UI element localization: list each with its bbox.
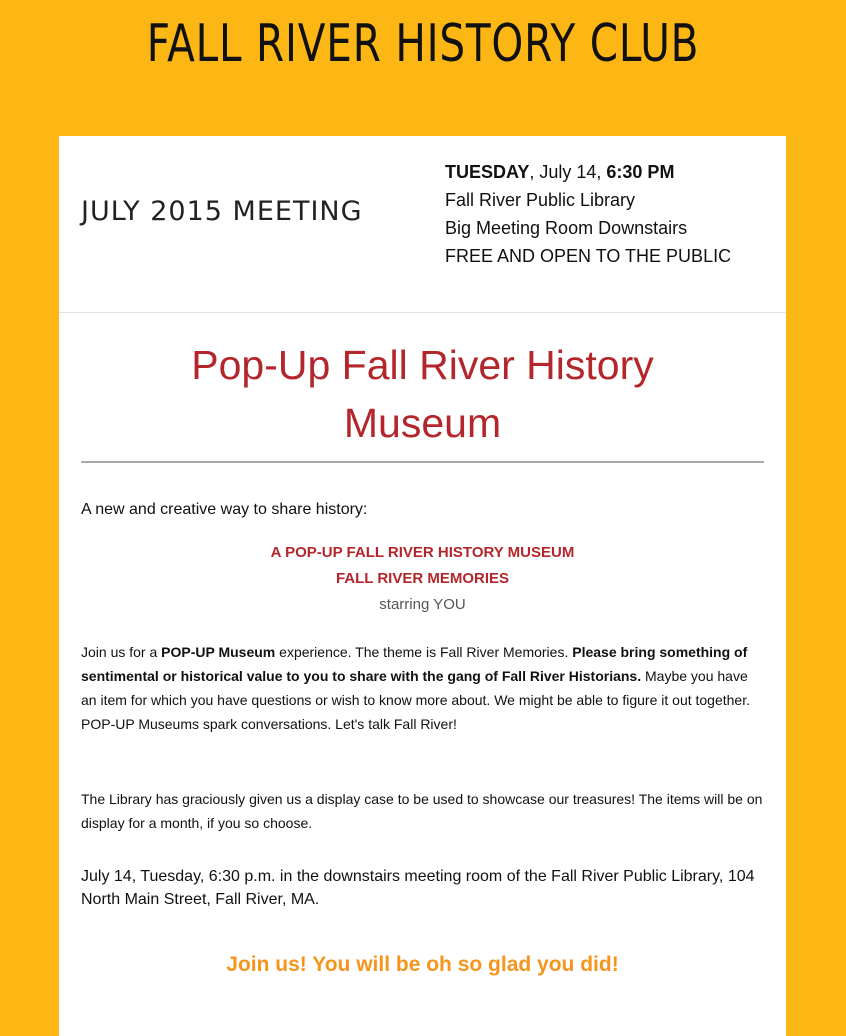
event-venue: Fall River Public Library xyxy=(445,190,636,210)
p1-text-a: Join us for a xyxy=(81,644,162,660)
paragraph-display-case: The Library has graciously given us a display case to be used to showcase our treasures! The items will be on display for a month, if you so choose. xyxy=(81,791,763,831)
divider xyxy=(81,461,764,463)
highlight-line1: A POP-UP FALL RIVER HISTORY MUSEUM xyxy=(270,544,575,561)
club-name: FALL RIVER HISTORY CLUB xyxy=(146,14,700,74)
p1-text-c: experience. The theme is Fall River Memories. xyxy=(275,644,573,660)
event-details xyxy=(445,158,731,270)
p1-text-e: Maybe you have an item for which you have questions or wish to know more about. We might be able to figure it out together. POP-UP Museums spark conversations. Let's talk Fall River! xyxy=(81,668,750,732)
event-room: Big Meeting Room Downstairs xyxy=(445,218,688,238)
event-day: TUESDAY xyxy=(445,162,530,182)
event-date-line xyxy=(445,158,731,186)
main-title-line2: Museum xyxy=(343,400,502,446)
main-title xyxy=(59,336,786,452)
event-date: , July 14, xyxy=(529,162,607,182)
event-time: 6:30 PM xyxy=(606,162,675,182)
header-banner xyxy=(0,0,846,136)
main-title-line1: Pop-Up Fall River History xyxy=(191,342,654,388)
highlight-line2: FALL RIVER MEMORIES xyxy=(335,570,510,587)
p1-bold-popup: POP-UP Museum xyxy=(161,644,276,660)
paragraph-location: July 14, Tuesday, 6:30 p.m. in the downstairs meeting room of the Fall River Public Library, 104 North Main Street, Fall River, MA. xyxy=(81,868,755,908)
event-admission: FREE AND OPEN TO THE PUBLIC xyxy=(445,246,732,266)
intro-text: A new and creative way to share history: xyxy=(81,501,368,518)
paragraph-invitation xyxy=(81,640,767,736)
meeting-title: JULY 2015 MEETING xyxy=(81,196,363,227)
highlight-line3: starring YOU xyxy=(379,596,466,613)
p1-bold-request: Please bring something of sentimental or historical value to you to share with the gang of Fall River Historians. xyxy=(81,644,748,684)
meeting-info xyxy=(59,136,786,313)
closing-line: Join us! You will be oh so glad you did! xyxy=(226,953,619,976)
highlight-block xyxy=(59,540,786,618)
newsletter-card xyxy=(59,136,786,1036)
